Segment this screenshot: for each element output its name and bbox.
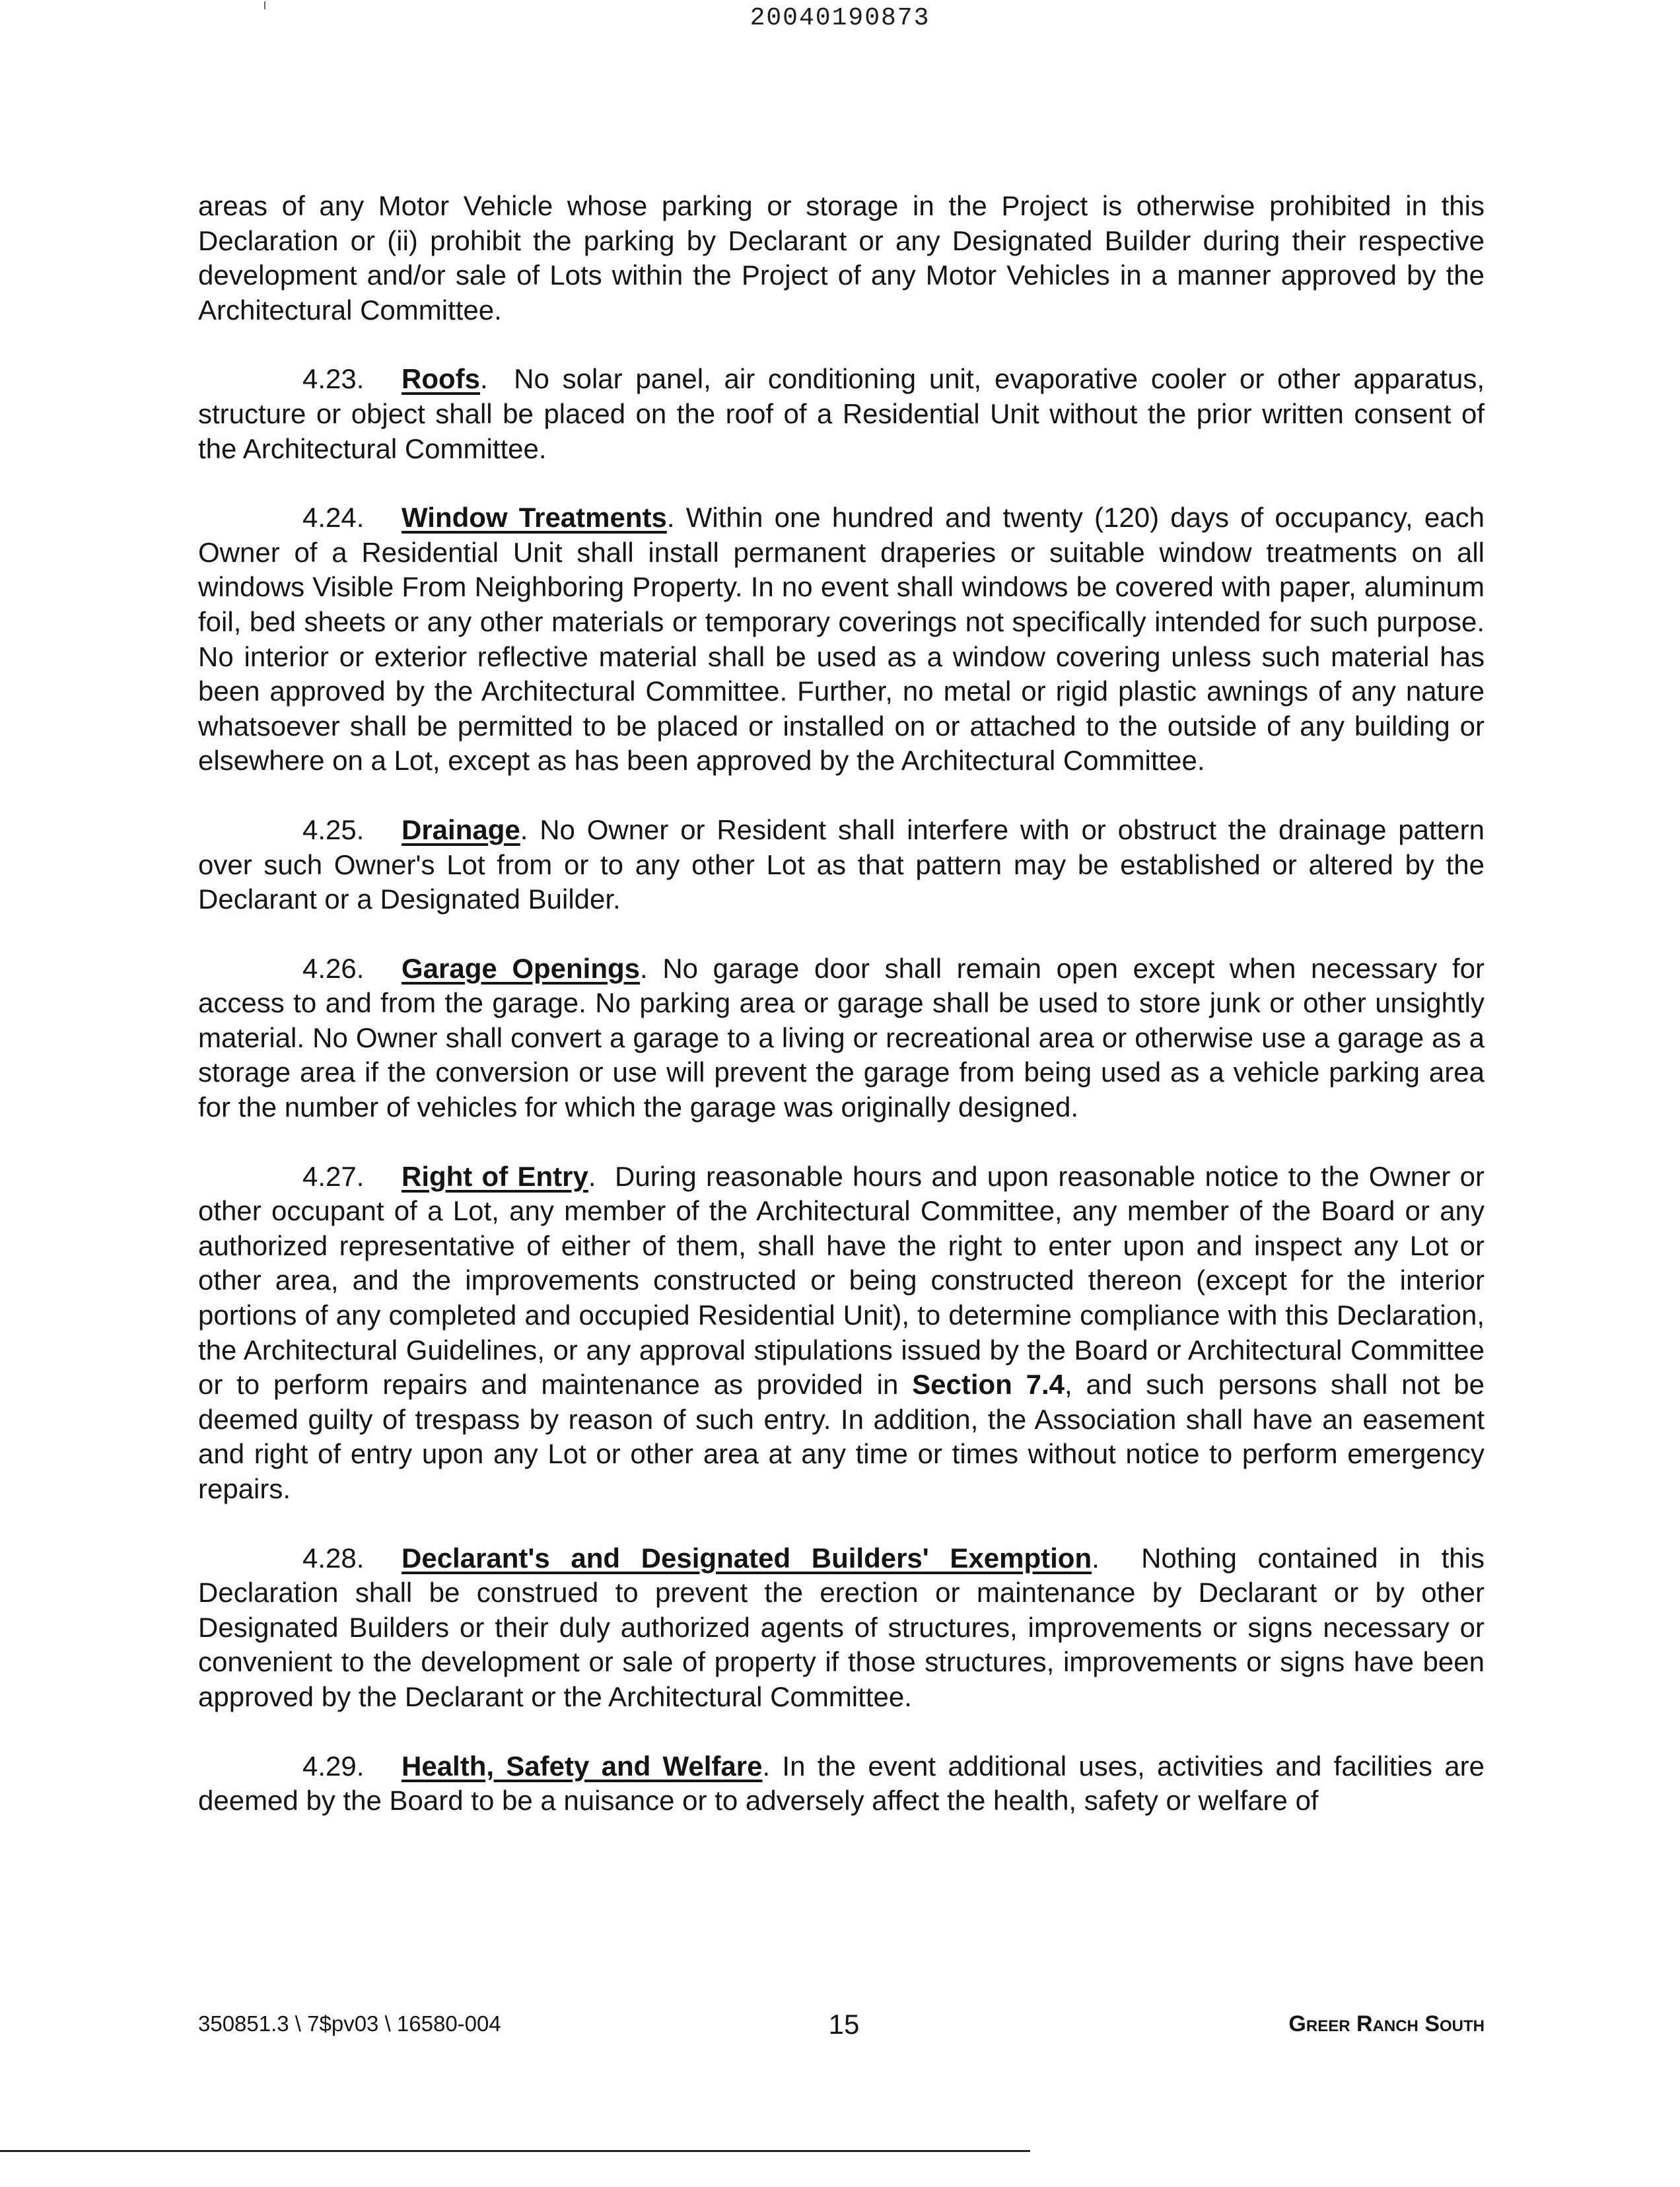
section-reference: Section 7.4	[912, 1369, 1065, 1401]
section-4-26-garage-openings: 4.26. Garage Openings. No garage door shall remain open except when necessary for access to and from the garage. No parking area or garage shall be used to store junk or other unsightly material. No Owner shall convert a garage to a living or recreational area or otherwise use a garage as a storage area if the conversion or use will prevent the garage from being used as a vehicle parking area for the number of vehicles for which the garage was originally designed.	[198, 952, 1485, 1123]
paragraph-text: areas of any Motor Vehicle whose parking or storage in the Project is otherwise prohibited in this Declaration or (ii) prohibit the parking by Declarant or any Designated Builder during their respective development and/or sale of Lots within the Project of any Motor Vehicles in a manner approved by the Architectural Committee.	[198, 190, 1485, 326]
section-heading: Garage Openings	[402, 952, 641, 984]
section-number: 4.26.	[302, 952, 365, 984]
section-text: No solar panel, air conditioning unit, evaporative cooler or other apparatus, structure or object shall be placed on the roof of a Residential Unit without the prior written consent of the Architectural Committee.	[198, 363, 1485, 464]
section-text: Within one hundred and twenty (120) days of occupancy, each Owner of a Residential Unit shall install permanent draperies or suitable window treatments on all windows Visible From Neighboring Property. In no event shall windows be covered with paper, aluminum foil, bed sheets or any other materials or temporary coverings not specifically intended for such purpose. No interior or exterior reflective material shall be used as a window covering unless such material has been approved by the Architectural Committee. Further, no metal or rigid plastic awnings of any nature whatsoever shall be permitted to be placed or installed on or attached to the outside of any building or elsewhere on a Lot, except as has been approved by the Architectural Committee.	[198, 502, 1485, 777]
section-number: 4.27.	[302, 1160, 365, 1192]
section-heading: Declarant's and Designated Builders' Exemption	[402, 1542, 1092, 1574]
section-4-25-drainage: 4.25. Drainage. No Owner or Resident shall interfere with or obstruct the drainage pattern over such Owner's Lot from or to any other Lot as that pattern may be established or altered by the Declarant or a Designated Builder.	[198, 814, 1485, 915]
footer-doc-ref: 350851.3 \ 7$pv03 \ 16580-004	[198, 2011, 501, 2036]
page-number: 15	[828, 2009, 860, 2040]
section-heading: Right of Entry	[402, 1160, 588, 1192]
section-4-29-health-safety-welfare: 4.29. Health, Safety and Welfare. In the event additional uses, activities and facilities are deemed by the Board to be a nuisance or to adversely affect the health, safety or welfare of	[198, 1750, 1485, 1817]
section-4-23-roofs: 4.23. Roofs. No solar panel, air conditioning unit, evaporative cooler or other apparatus, structure or object shall be placed on the roof of a Residential Unit without the prior written consent of the Architectural Committee.	[198, 363, 1485, 464]
section-text: In the event additional uses, activities and facilities are deemed by the Board to be a nuisance or to adversely affect the health, safety or welfare of	[198, 1750, 1485, 1817]
page-footer	[198, 2007, 1485, 2047]
section-heading: Health, Safety and Welfare	[402, 1750, 763, 1782]
section-text: No garage door shall remain open except when necessary for access to and from the garage. No parking area or garage shall be used to store junk or other unsightly material. No Owner shall convert a garage to a living or recreational area or otherwise use a garage as a storage area if the conversion or use will prevent the garage from being used as a vehicle parking area for the number of vehicles for which the garage was originally designed.	[198, 952, 1485, 1123]
section-heading: Window Treatments	[402, 502, 667, 534]
section-text: Nothing contained in this Declaration shall be construed to prevent the erection or maintenance by Declarant or by other Designated Builders or their duly authorized agents of structures, improvements or signs necessary or convenient to the development or sale of property if those structures, improvements or signs have been approved by the Declarant or the Architectural Committee.	[198, 1542, 1485, 1712]
section-text: During reasonable hours and upon reasonable notice to the Owner or other occupant of a Lot, any member of the Architectural Committee, any member of the Board or any authorized representative of either of them, shall have the right to enter upon and inspect any Lot or other area, and the improvements constructed or being constructed thereon (except for the interior portions of any completed and occupied Residential Unit), to determine compliance with this Declaration, the Architectural Guidelines, or any approval stipulations issued by the Board or Architectural Committee or to perform repairs and maintenance as provided in	[198, 1160, 1485, 1401]
section-text-after: , and such persons shall not be deemed guilty of trespass by reason of such entry. In addition, the Association shall have an easement and right of entry upon any Lot or other area at any time or times without notice to perform emergency repairs.	[198, 1369, 1485, 1504]
section-number: 4.23.	[302, 363, 365, 395]
document-number: 20040190873	[750, 4, 930, 32]
document-body	[198, 189, 1485, 1853]
section-4-27-right-of-entry: 4.27. Right of Entry. During reasonable hours and upon reasonable notice to the Owner or other occupant of a Lot, any member of the Architectural Committee, any member of the Board or any authorized representative of either of them, shall have the right to enter upon and inspect any Lot or other area, and the improvements constructed or being constructed thereon (except for the interior portions of any completed and occupied Residential Unit), to determine compliance with this Declaration, the Architectural Guidelines, or any approval stipulations issued by the Board or Architectural Committee or to perform repairs and maintenance as provided in Section 7.4, and such persons shall not be deemed guilty of trespass by reason of such entry. In addition, the Association shall have an easement and right of entry upon any Lot or other area at any time or times without notice to perform emergency repairs.	[198, 1160, 1485, 1504]
paragraph-continuation	[198, 189, 1485, 328]
section-text: No Owner or Resident shall interfere with or obstruct the drainage pattern over such Owner's Lot from or to any other Lot as that pattern may be established or altered by the Declarant or a Designated Builder.	[198, 814, 1485, 915]
section-number: 4.29.	[302, 1750, 365, 1782]
section-4-24-window-treatments: 4.24. Window Treatments. Within one hundred and twenty (120) days of occupancy, each Owner of a Residential Unit shall install permanent draperies or suitable window treatments on all windows Visible From Neighboring Property. In no event shall windows be covered with paper, aluminum foil, bed sheets or any other materials or temporary coverings not specifically intended for such purpose. No interior or exterior reflective material shall be used as a window covering unless such material has been approved by the Architectural Committee. Further, no metal or rigid plastic awnings of any nature whatsoever shall be permitted to be placed or installed on or attached to the outside of any building or elsewhere on a Lot, except as has been approved by the Architectural Committee.	[198, 502, 1485, 777]
section-4-28-exemption: 4.28. Declarant's and Designated Builders' Exemption. Nothing contained in this Declaration shall be construed to prevent the erection or maintenance by Declarant or by other Designated Builders or their duly authorized agents of structures, improvements or signs necessary or convenient to the development or sale of property if those structures, improvements or signs have been approved by the Declarant or the Architectural Committee.	[198, 1542, 1485, 1712]
footer-project-name: Greer Ranch South	[1288, 2011, 1485, 2036]
section-number: 4.28.	[302, 1542, 365, 1574]
section-heading: Drainage	[402, 814, 520, 845]
section-number: 4.25.	[302, 814, 365, 845]
section-number: 4.24.	[302, 502, 365, 534]
section-heading: Roofs	[402, 363, 480, 395]
scan-edge-rule	[0, 2150, 1030, 2152]
